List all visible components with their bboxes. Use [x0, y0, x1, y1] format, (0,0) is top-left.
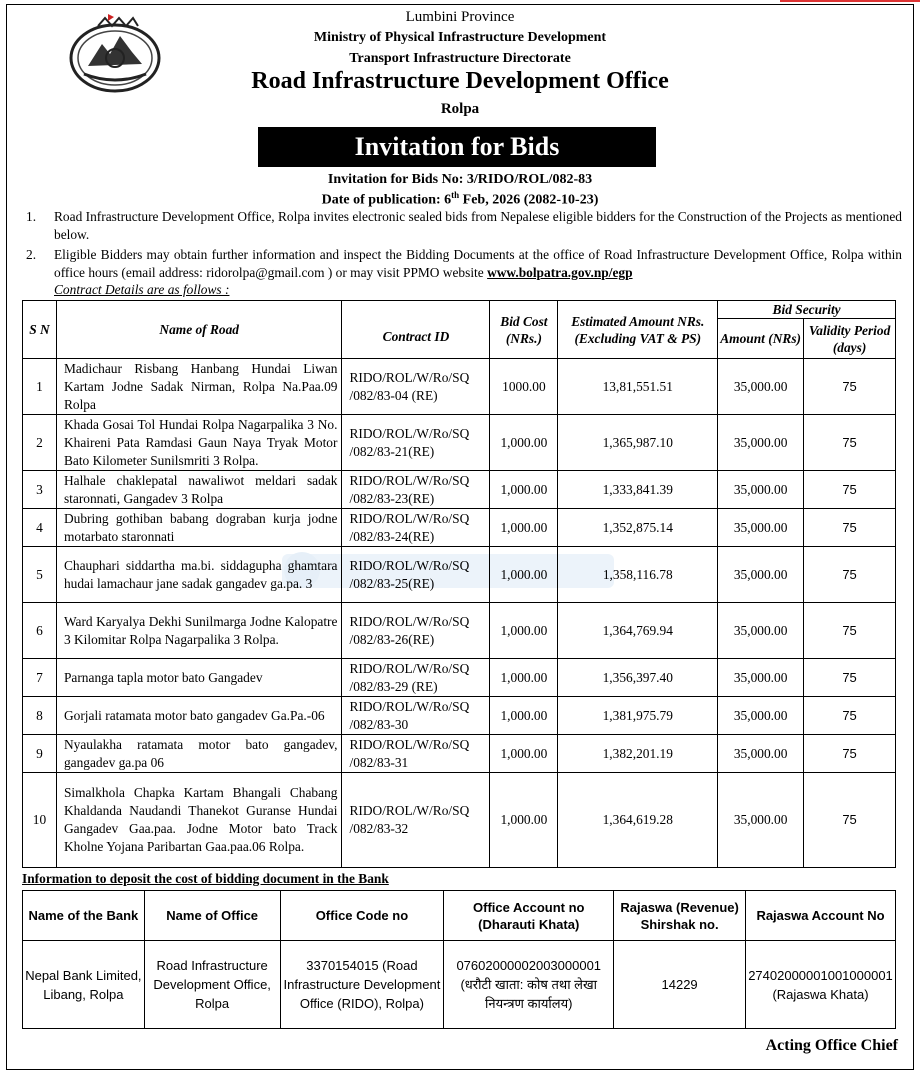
estimated-amount: 1,333,841.39	[558, 471, 718, 509]
contract-row	[23, 735, 896, 773]
paragraph-number: 2.	[26, 247, 37, 262]
validity-days: 75	[804, 547, 896, 603]
paragraph-text	[54, 246, 902, 282]
estimated-amount: 1,352,875.14	[558, 509, 718, 547]
bid-cost: 1,000.00	[490, 659, 558, 697]
office-name: Road Infrastructure Development Office, Rolpa	[144, 941, 280, 1029]
bid-number: Invitation for Bids No: 3/RIDO/ROL/082-83	[327, 172, 593, 187]
contract-row	[23, 697, 896, 735]
bid-cost: 1,000.00	[490, 735, 558, 773]
publication-sup: th	[451, 190, 460, 200]
row-sn: 4	[23, 509, 57, 547]
road-name: Nyaulakha ratamata motor bato gangadev, gangadev ga.pa 06	[56, 735, 342, 773]
security-amount: 35,000.00	[718, 697, 804, 735]
publication-prefix: Date of publication: 6	[321, 192, 452, 208]
bid-cost: 1,000.00	[490, 547, 558, 603]
bank-row	[23, 941, 896, 1029]
contract-row	[23, 603, 896, 659]
header-amount: Amount (NRs)	[718, 319, 804, 359]
row-sn: 10	[23, 773, 57, 868]
contract-details-label: Contract Details are as follows :	[54, 282, 230, 297]
contract-id: RIDO/ROL/W/Ro/SQ /082/83-25(RE)	[342, 547, 490, 603]
security-amount: 35,000.00	[718, 773, 804, 868]
road-name: Gorjali ratamata motor bato gangadev Ga.Pa.-06	[56, 697, 342, 735]
contract-row	[23, 471, 896, 509]
header-sn: S N	[23, 301, 57, 359]
estimated-amount: 1,365,987.10	[558, 415, 718, 471]
ministry: Ministry of Physical Infrastructure Development	[313, 30, 607, 45]
validity-days: 75	[804, 471, 896, 509]
contract-id: RIDO/ROL/W/Ro/SQ /082/83-29 (RE)	[342, 659, 490, 697]
office-code: 3370154015 (Road Infrastructure Development Office (RIDO), Rolpa)	[280, 941, 444, 1029]
publication-suffix: Feb, 2026 (2082-10-23)	[459, 192, 599, 208]
validity-days: 75	[804, 735, 896, 773]
road-name: Chauphari siddartha ma.bi. siddagupha ghamtara hudai lamachaur jane sadak gangadev ga.pa. 3	[56, 547, 342, 603]
header-office-name: Name of Office	[144, 891, 280, 941]
row-sn: 9	[23, 735, 57, 773]
ppmo-website-link[interactable]: www.bolpatra.gov.np/egp	[487, 265, 633, 280]
security-amount: 35,000.00	[718, 547, 804, 603]
security-amount: 35,000.00	[718, 359, 804, 415]
estimated-amount: 1,356,397.40	[558, 659, 718, 697]
validity-days: 75	[804, 659, 896, 697]
road-name: Halhale chaklepatal nawaliwot meldari sadak staronnati, Gangadev 3 Rolpa	[56, 471, 342, 509]
directorate: Transport Infrastructure Directorate	[349, 51, 571, 66]
security-amount: 35,000.00	[718, 471, 804, 509]
validity-days: 75	[804, 509, 896, 547]
row-sn: 6	[23, 603, 57, 659]
security-amount: 35,000.00	[718, 603, 804, 659]
row-sn: 5	[23, 547, 57, 603]
publication-date	[0, 190, 920, 209]
contract-id: RIDO/ROL/W/Ro/SQ /082/83-24(RE)	[342, 509, 490, 547]
validity-days: 75	[804, 697, 896, 735]
paragraph-body: Eligible Bidders may obtain further information and inspect the Bidding Documents at the office of Road Infrastructure Development Office, Rolpa within office hours (email address: ridorolpa@gmail.com ) or may visit PPMO website	[54, 247, 902, 280]
bid-cost: 1,000.00	[490, 773, 558, 868]
row-sn: 7	[23, 659, 57, 697]
rajaswa-shirshak: 14229	[614, 941, 746, 1029]
header-bid-security: Bid Security	[718, 301, 896, 319]
contract-id: RIDO/ROL/W/Ro/SQ /082/83-30	[342, 697, 490, 735]
paragraph-text: Road Infrastructure Development Office, Rolpa invites electronic sealed bids from Nepalese eligible bidders for the Construction of the Projects as mentioned below.	[54, 209, 902, 242]
header-rajaswa: Rajaswa (Revenue) Shirshak no.	[614, 891, 746, 941]
paragraph-1	[26, 208, 902, 244]
contract-id: RIDO/ROL/W/Ro/SQ /082/83-04 (RE)	[342, 359, 490, 415]
row-sn: 3	[23, 471, 57, 509]
contract-row	[23, 773, 896, 868]
province: Lumbini Province	[405, 9, 515, 25]
validity-days: 75	[804, 359, 896, 415]
validity-days: 75	[804, 415, 896, 471]
row-sn: 8	[23, 697, 57, 735]
security-amount: 35,000.00	[718, 659, 804, 697]
header-office-account: Office Account no (Dharauti Khata)	[444, 891, 614, 941]
bid-cost: 1,000.00	[490, 509, 558, 547]
estimated-amount: 1,382,201.19	[558, 735, 718, 773]
road-name: Dubring gothiban babang dograban kurja jodne motarbato staronnati	[56, 509, 342, 547]
road-name: Parnanga tapla motor bato Gangadev	[56, 659, 342, 697]
estimated-amount: 1,364,619.28	[558, 773, 718, 868]
header-name: Name of Road	[56, 301, 342, 359]
estimated-amount: 1,364,769.94	[558, 603, 718, 659]
estimated-amount: 1,358,116.78	[558, 547, 718, 603]
contract-table	[22, 300, 896, 868]
contract-row	[23, 509, 896, 547]
estimated-amount: 13,81,551.51	[558, 359, 718, 415]
estimated-amount: 1,381,975.79	[558, 697, 718, 735]
road-name: Khada Gosai Tol Hundai Rolpa Nagarpalika 3 No. Khaireni Pata Ramdasi Gaun Naya Tryak Motor Bato Kilometer Sunilsmriti 3 Rolpa.	[56, 415, 342, 471]
district: Rolpa	[440, 101, 480, 117]
header-contract-id: Contract ID	[342, 301, 490, 359]
contract-row	[23, 659, 896, 697]
bank-name: Nepal Bank Limited, Libang, Rolpa	[23, 941, 145, 1029]
row-sn: 2	[23, 415, 57, 471]
paragraph-2	[26, 246, 902, 282]
header-bid-cost: Bid Cost (NRs.)	[490, 301, 558, 359]
row-sn: 1	[23, 359, 57, 415]
office-title: Road Infrastructure Development Office	[251, 68, 669, 94]
header-bank-name: Name of the Bank	[23, 891, 145, 941]
bid-cost: 1,000.00	[490, 415, 558, 471]
contract-row	[23, 359, 896, 415]
header-rajaswa-account: Rajaswa Account No	[745, 891, 895, 941]
road-name: Madichaur Risbang Hanbang Hundai Liwan Kartam Jodne Sadak Nirman, Rolpa Na.Paa.09 Rolpa	[56, 359, 342, 415]
validity-days: 75	[804, 603, 896, 659]
bank-info-label: Information to deposit the cost of bidding document in the Bank	[22, 871, 389, 886]
contract-table-body	[23, 359, 896, 868]
contract-row	[23, 547, 896, 603]
security-amount: 35,000.00	[718, 509, 804, 547]
security-amount: 35,000.00	[718, 415, 804, 471]
header-validity: Validity Period (days)	[804, 319, 896, 359]
road-name: Simalkhola Chapka Kartam Bhangali Chabang Khaldanda Naudandi Thanekot Guranse Hundai Gangadev Gaa.paa. Jodne Motor bato Track Kholne Yojana Paribartan Gaa.paa.06 Rolpa.	[56, 773, 342, 868]
validity-days: 75	[804, 773, 896, 868]
contract-row	[23, 415, 896, 471]
header-office-code: Office Code no	[280, 891, 444, 941]
road-name: Ward Karyalya Dekhi Sunilmarga Jodne Kalopatre 3 Kilomitar Rolpa Nagarpalika 3 Rolpa.	[56, 603, 342, 659]
paragraph-number: 1.	[26, 209, 37, 224]
contract-id: RIDO/ROL/W/Ro/SQ /082/83-32	[342, 773, 490, 868]
contract-id: RIDO/ROL/W/Ro/SQ /082/83-31	[342, 735, 490, 773]
rajaswa-account: 27402000001001000001 (Rajaswa Khata)	[745, 941, 895, 1029]
security-amount: 35,000.00	[718, 735, 804, 773]
office-account: 07602000002003000001 (धरौटी खाता: कोष तथा लेखा नियन्त्रण कार्यालय)	[444, 941, 614, 1029]
signature: Acting Office Chief	[765, 1037, 898, 1054]
bid-cost: 1,000.00	[490, 471, 558, 509]
bid-cost: 1,000.00	[490, 603, 558, 659]
bid-cost: 1000.00	[490, 359, 558, 415]
contract-id: RIDO/ROL/W/Ro/SQ /082/83-23(RE)	[342, 471, 490, 509]
bid-cost: 1,000.00	[490, 697, 558, 735]
contract-id: RIDO/ROL/W/Ro/SQ /082/83-26(RE)	[342, 603, 490, 659]
contract-id: RIDO/ROL/W/Ro/SQ /082/83-21(RE)	[342, 415, 490, 471]
invitation-banner: Invitation for Bids	[258, 127, 656, 167]
top-accent-line	[780, 0, 920, 2]
bank-table	[22, 890, 896, 1029]
header-estimated: Estimated Amount NRs. (Excluding VAT & PS)	[558, 301, 718, 359]
